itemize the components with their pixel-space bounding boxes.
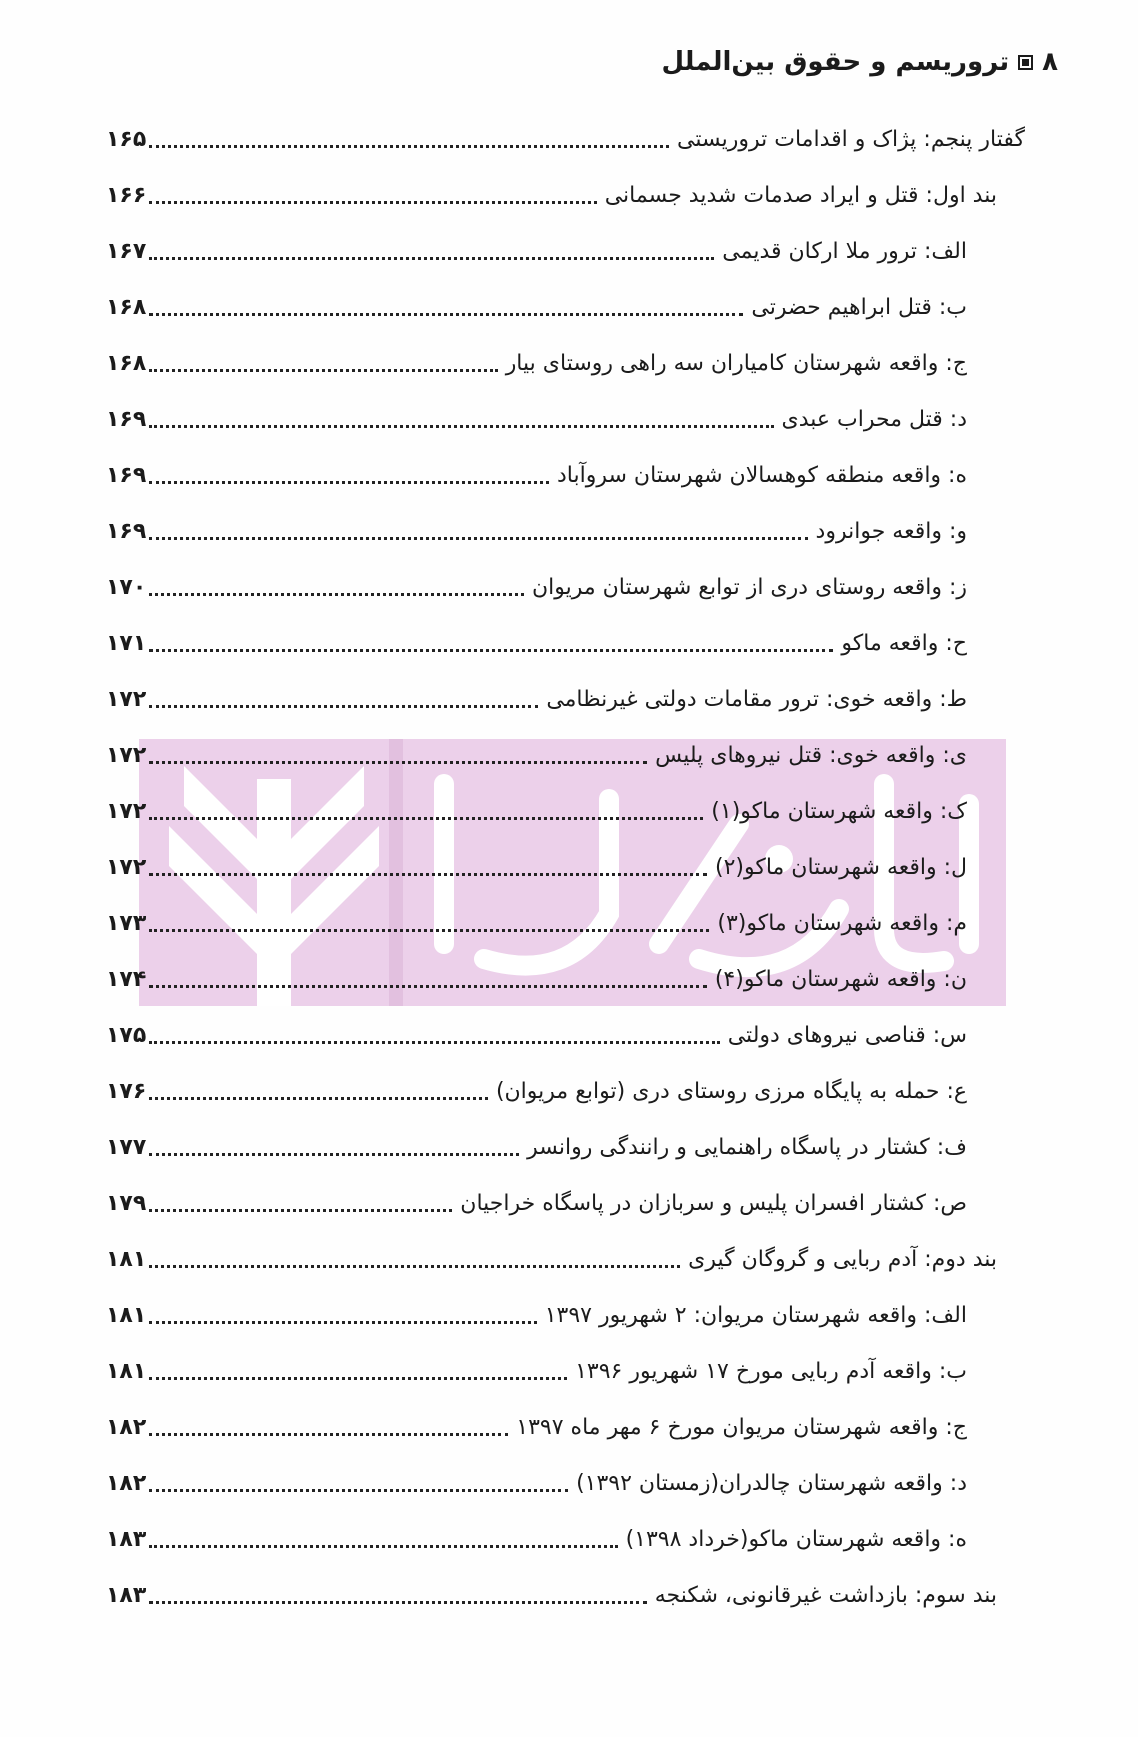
page-number: ۱۶۹ — [106, 462, 147, 488]
toc-subentry — [106, 1511, 967, 1567]
page-number: ۱۷۷ — [106, 1134, 147, 1160]
entry-title: ع: حمله به پایگاه مرزی روستای دری (توابع مریوان) — [495, 1078, 967, 1104]
page-number: ۱۸۳ — [106, 1582, 147, 1608]
dot-leader — [149, 1321, 536, 1324]
entry-title: س: قناصی نیروهای دولتی — [727, 1022, 967, 1048]
dot-leader — [149, 705, 538, 708]
page-number: ۱۸۱ — [106, 1246, 147, 1272]
page-number: ۱۷۱ — [106, 630, 147, 656]
page-number: ۱۶۵ — [106, 126, 147, 152]
toc-subentry — [106, 1007, 967, 1063]
page-number: ۱۸۱ — [106, 1358, 147, 1384]
toc-subentry — [106, 1399, 967, 1455]
entry-title: ک: واقعه شهرستان ماکو(۱) — [711, 798, 967, 824]
entry-title: و: واقعه جوانرود — [815, 518, 967, 544]
toc-subentry — [106, 559, 967, 615]
dot-leader — [149, 1209, 452, 1212]
entry-title: ی: واقعه خوی: قتل نیروهای پلیس — [655, 742, 967, 768]
dot-leader — [149, 1545, 617, 1548]
entry-title: ه: واقعه منطقه کوهسالان شهرستان سروآباد — [556, 462, 967, 488]
dot-leader — [149, 929, 709, 932]
toc-subentry — [106, 223, 967, 279]
dot-leader — [149, 593, 524, 596]
page-number: ۱۶۷ — [106, 238, 147, 264]
page-number: ۱۸۳ — [106, 1526, 147, 1552]
entry-title: م: واقعه شهرستان ماکو(۳) — [717, 910, 967, 936]
toc-subentry — [106, 1343, 967, 1399]
page-number: ۱۷۰ — [106, 574, 147, 600]
toc-subentry — [106, 671, 967, 727]
entry-title: د: قتل محراب عبدی — [781, 406, 967, 432]
table-of-contents — [106, 111, 1138, 1623]
page-number: ۱۶۹ — [106, 406, 147, 432]
entry-title: د: واقعه شهرستان چالدران(زمستان ۱۳۹۲) — [576, 1470, 967, 1496]
entry-title: ح: واقعه ماکو — [841, 630, 967, 656]
entry-title: ب: واقعه آدم ربایی مورخ ۱۷ شهریور ۱۳۹۶ — [575, 1358, 967, 1384]
toc-subentry — [106, 1175, 967, 1231]
book-title: تروریسم و حقوق بین‌الملل — [661, 47, 1010, 77]
toc-clause-heading — [106, 167, 997, 223]
dot-leader — [149, 313, 743, 316]
page-number: ۱۷۲ — [106, 798, 147, 824]
entry-title: ه: واقعه شهرستان ماکو(خرداد ۱۳۹۸) — [625, 1526, 967, 1552]
page-number: ۱۷۲ — [106, 686, 147, 712]
entry-title: الف: ترور ملا ارکان قدیمی — [722, 238, 967, 264]
toc-subentry — [106, 783, 967, 839]
page-number: ۱۶۸ — [106, 294, 147, 320]
toc-subentry — [106, 839, 967, 895]
page-number: ۱۷۳ — [106, 910, 147, 936]
toc-subentry — [106, 615, 967, 671]
toc-subentry — [106, 1455, 967, 1511]
entry-title: ن: واقعه شهرستان ماکو(۴) — [714, 966, 967, 992]
toc-clause-heading — [106, 1231, 997, 1287]
page-number: ۱۶۸ — [106, 350, 147, 376]
running-header — [661, 40, 1058, 84]
dot-leader — [149, 1041, 719, 1044]
dot-leader — [149, 481, 549, 484]
entry-title: ف: کشتار در پاسگاه راهنمایی و رانندگی روانسر — [527, 1134, 967, 1160]
dot-leader — [149, 537, 807, 540]
toc-section-heading — [106, 111, 1025, 167]
header-page-number: ۸ — [1042, 47, 1058, 77]
dot-leader — [149, 761, 647, 764]
entry-title: ل: واقعه شهرستان ماکو(۲) — [714, 854, 967, 880]
page-number: ۱۸۲ — [106, 1470, 147, 1496]
toc-subentry — [106, 895, 967, 951]
entry-title: الف: واقعه شهرستان مریوان: ۲ شهریور ۱۳۹۷ — [544, 1302, 967, 1328]
toc-subentry — [106, 279, 967, 335]
toc-subentry — [106, 447, 967, 503]
toc-subentry — [106, 1119, 967, 1175]
entry-title: ج: واقعه شهرستان مریوان مورخ ۶ مهر ماه ۱۳۹۷ — [516, 1414, 967, 1440]
page-number: ۱۶۹ — [106, 518, 147, 544]
toc-clause-heading — [106, 1567, 997, 1623]
toc-subentry — [106, 391, 967, 447]
dot-leader — [149, 649, 833, 652]
entry-title: بند اول: قتل و ایراد صدمات شدید جسمانی — [604, 182, 997, 208]
entry-title: بند سوم: بازداشت غیرقانونی، شکنجه — [654, 1582, 997, 1608]
page-number: ۱۷۲ — [106, 742, 147, 768]
entry-title: ط: واقعه خوی: ترور مقامات دولتی غیرنظامی — [546, 686, 967, 712]
entry-title: ز: واقعه روستای دری از توابع شهرستان مریوان — [531, 574, 967, 600]
entry-title: ص: کشتار افسران پلیس و سربازان در پاسگاه خراجیان — [460, 1190, 967, 1216]
dot-leader — [149, 1601, 646, 1604]
dot-leader — [149, 1097, 488, 1100]
dot-leader — [149, 1377, 567, 1380]
dot-leader — [149, 1153, 519, 1156]
dot-leader — [149, 369, 497, 372]
entry-title: ج: واقعه شهرستان کامیاران سه راهی روستای بیار — [505, 350, 967, 376]
page-number: ۱۷۹ — [106, 1190, 147, 1216]
page-number: ۱۷۴ — [106, 966, 147, 992]
dot-leader — [149, 817, 703, 820]
dot-leader — [149, 873, 707, 876]
square-bullet-icon — [1018, 55, 1033, 70]
dot-leader — [149, 201, 596, 204]
dot-leader — [149, 985, 707, 988]
toc-subentry — [106, 335, 967, 391]
page-number: ۱۶۶ — [106, 182, 147, 208]
entry-title: گفتار پنجم: پژاک و اقدامات تروریستی — [677, 126, 1025, 152]
toc-subentry — [106, 503, 967, 559]
dot-leader — [149, 1433, 508, 1436]
page-number: ۱۸۲ — [106, 1414, 147, 1440]
dot-leader — [149, 1489, 568, 1492]
dot-leader — [149, 257, 714, 260]
dot-leader — [149, 145, 669, 148]
page-number: ۱۸۱ — [106, 1302, 147, 1328]
page-number: ۱۷۲ — [106, 854, 147, 880]
entry-title: بند دوم: آدم ربایی و گروگان گیری — [688, 1246, 997, 1272]
dot-leader — [149, 1265, 680, 1268]
toc-subentry — [106, 951, 967, 1007]
toc-subentry — [106, 1063, 967, 1119]
toc-subentry — [106, 727, 967, 783]
entry-title: ب: قتل ابراهیم حضرتی — [751, 294, 967, 320]
page-number: ۱۷۶ — [106, 1078, 147, 1104]
toc-subentry — [106, 1287, 967, 1343]
dot-leader — [149, 425, 773, 428]
page-number: ۱۷۵ — [106, 1022, 147, 1048]
